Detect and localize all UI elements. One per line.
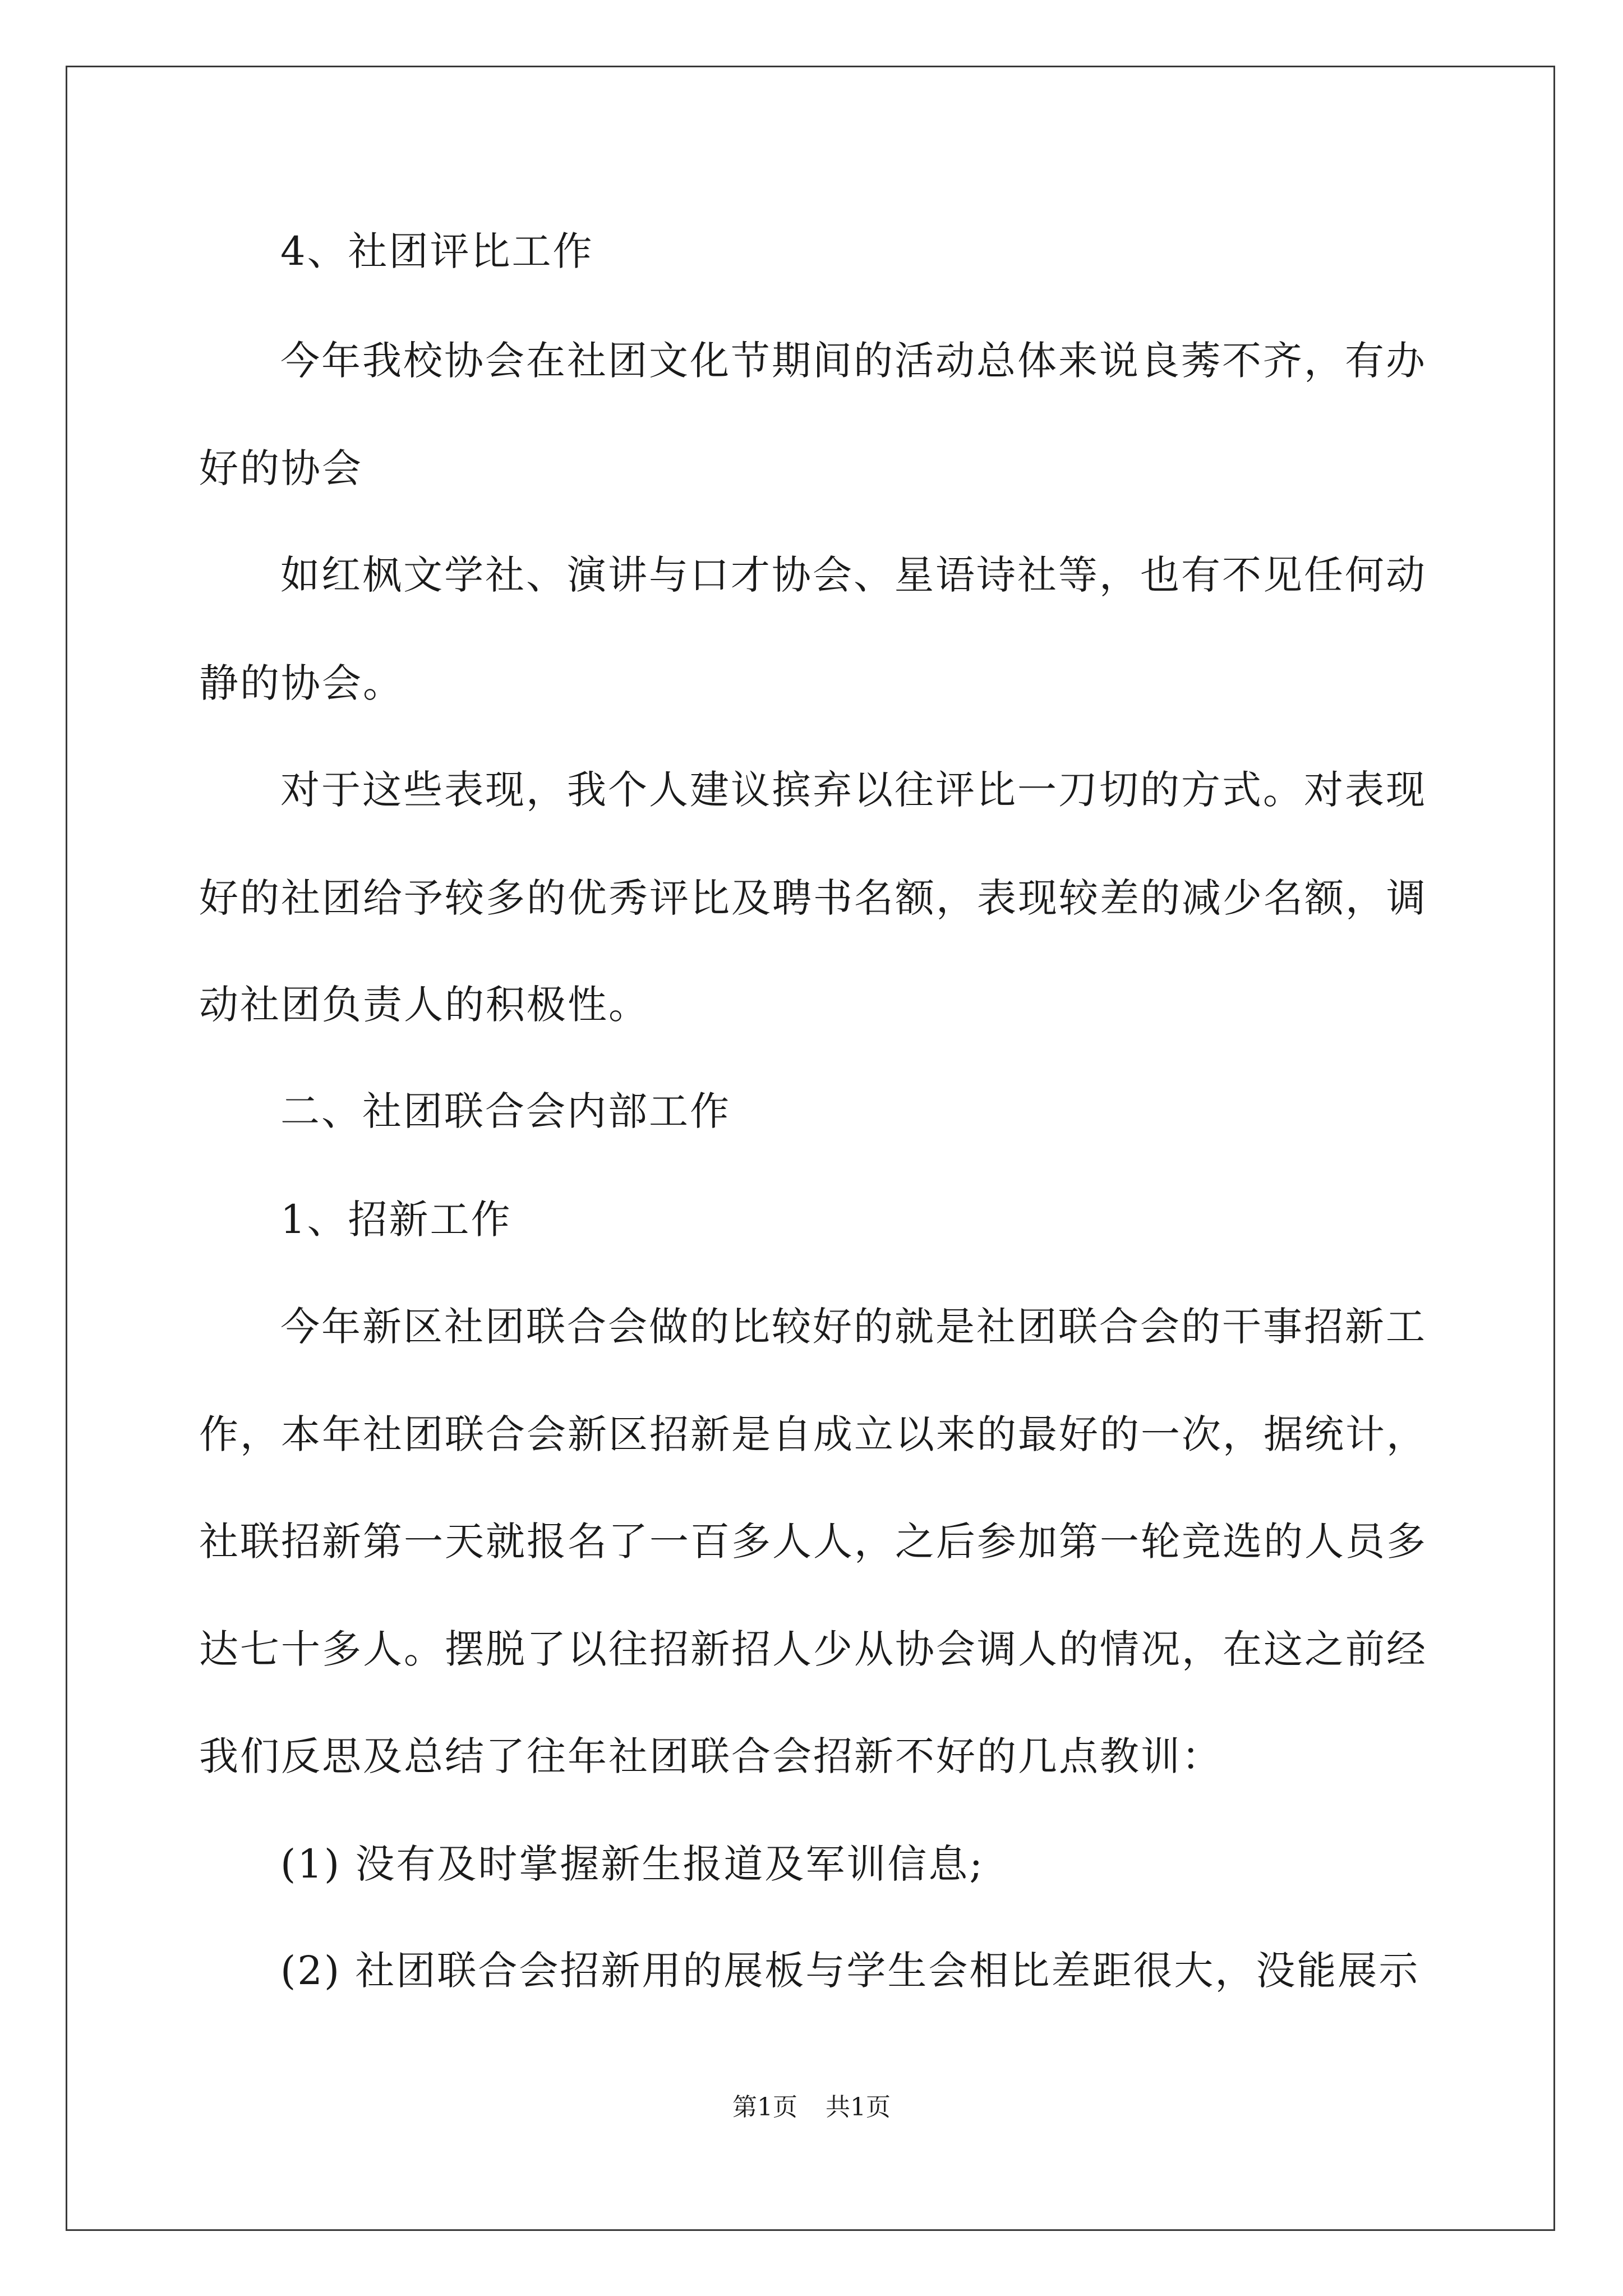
paragraph-line: 如红枫文学社、演讲与口才协会、星语诗社等，也有不见任何动 [280, 552, 1427, 598]
page-total: 共1页 [826, 2093, 891, 2122]
page-number: 第1页 [732, 2093, 797, 2122]
list-item: (1) 没有及时掌握新生报道及军训信息; [280, 1841, 984, 1887]
paragraph-line: 今年我校协会在社团文化节期间的活动总体来说良莠不齐，有办 [280, 338, 1427, 384]
paragraph-line: 达七十多人。摆脱了以往招新招人少从协会调人的情况，在这之前经 [199, 1626, 1427, 1672]
paragraph-line: 动社团负责人的积极性。 [199, 982, 649, 1028]
section-heading: 二、社团联合会内部工作 [280, 1088, 731, 1134]
paragraph-line: 我们反思及总结了往年社团联合会招新不好的几点教训： [199, 1733, 1223, 1779]
paragraph-line: 今年新区社团联合会做的比较好的就是社团联合会的干事招新工 [280, 1304, 1427, 1350]
paragraph-line: 好的社团给予较多的优秀评比及聘书名额，表现较差的减少名额，调 [199, 875, 1427, 921]
paragraph-line: 社联招新第一天就报名了一百多人人，之后参加第一轮竞选的人员多 [199, 1519, 1427, 1565]
heading-club-evaluation: 4、社团评比工作 [280, 228, 594, 274]
list-item: (2) 社团联合会招新用的展板与学生会相比差距很大，没能展示 [280, 1948, 1420, 1994]
paragraph-line: 对于这些表现，我个人建议摈弃以往评比一刀切的方式。对表现 [280, 767, 1427, 813]
paragraph-line: 作，本年社团联合会新区招新是自成立以来的最好的一次，据统计， [199, 1411, 1427, 1457]
paragraph-line: 静的协会。 [199, 660, 404, 706]
page-border [66, 66, 1555, 2231]
page-footer [0, 2095, 1623, 2120]
subheading-recruitment: 1、招新工作 [280, 1197, 512, 1243]
paragraph-line: 好的协会 [199, 445, 363, 491]
